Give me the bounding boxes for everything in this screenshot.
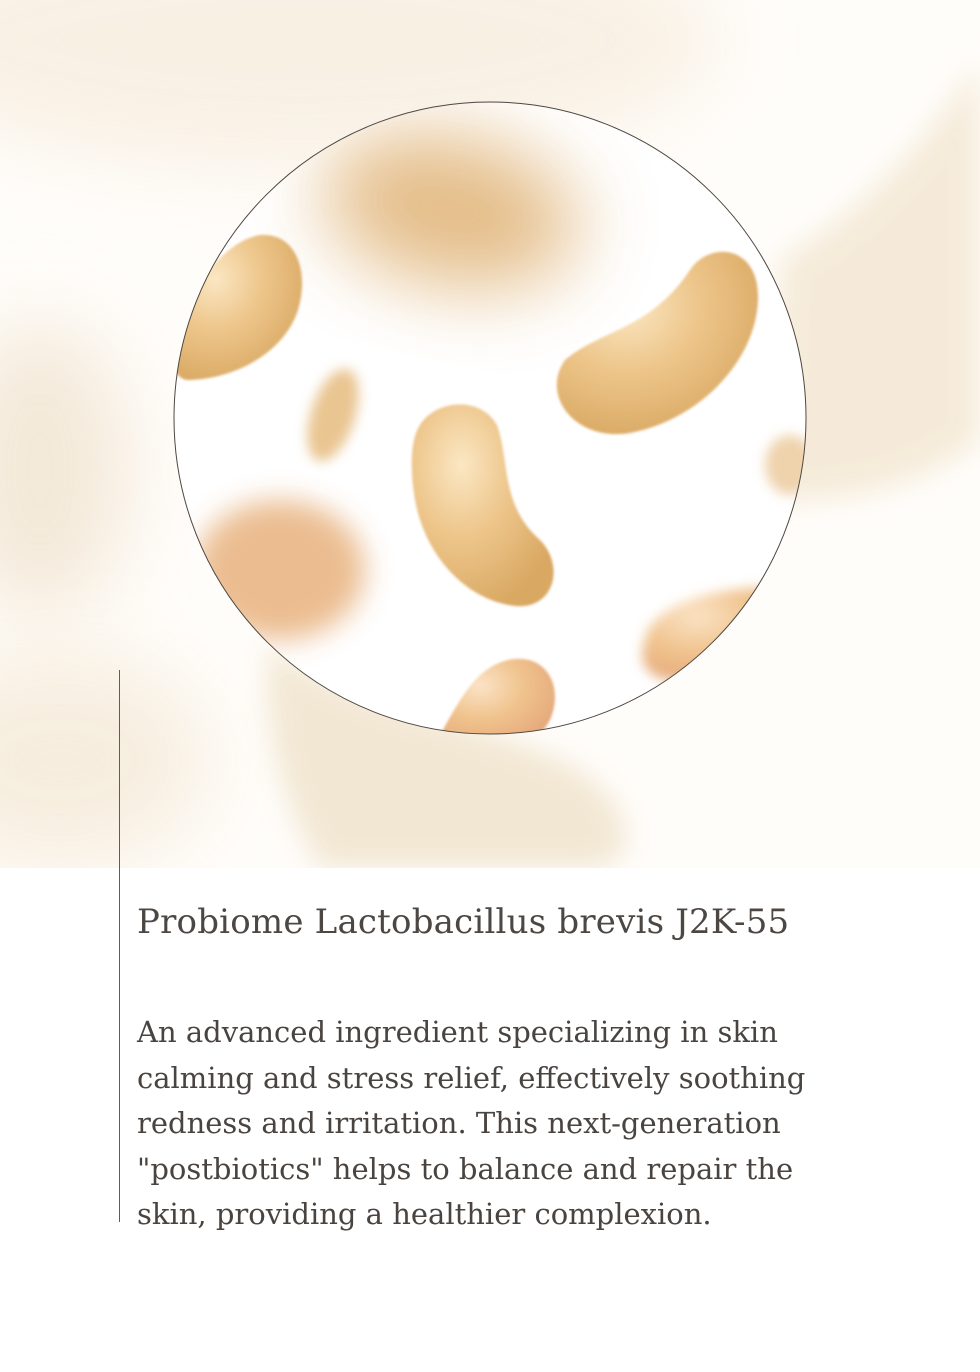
ingredient-info [137, 892, 897, 1238]
ingredient-description: An advanced ingredient specializing in skin calming and stress relief, effectively soothing redness and irritation. This next-generation "postbiotics" helps to balance and repair the skin, providing a healthier complexion. [137, 1015, 806, 1231]
ingredient-title: Probiome Lactobacillus brevis J2K-55 [137, 902, 790, 942]
accent-divider-line [119, 670, 120, 1222]
magnified-circle [168, 100, 815, 748]
